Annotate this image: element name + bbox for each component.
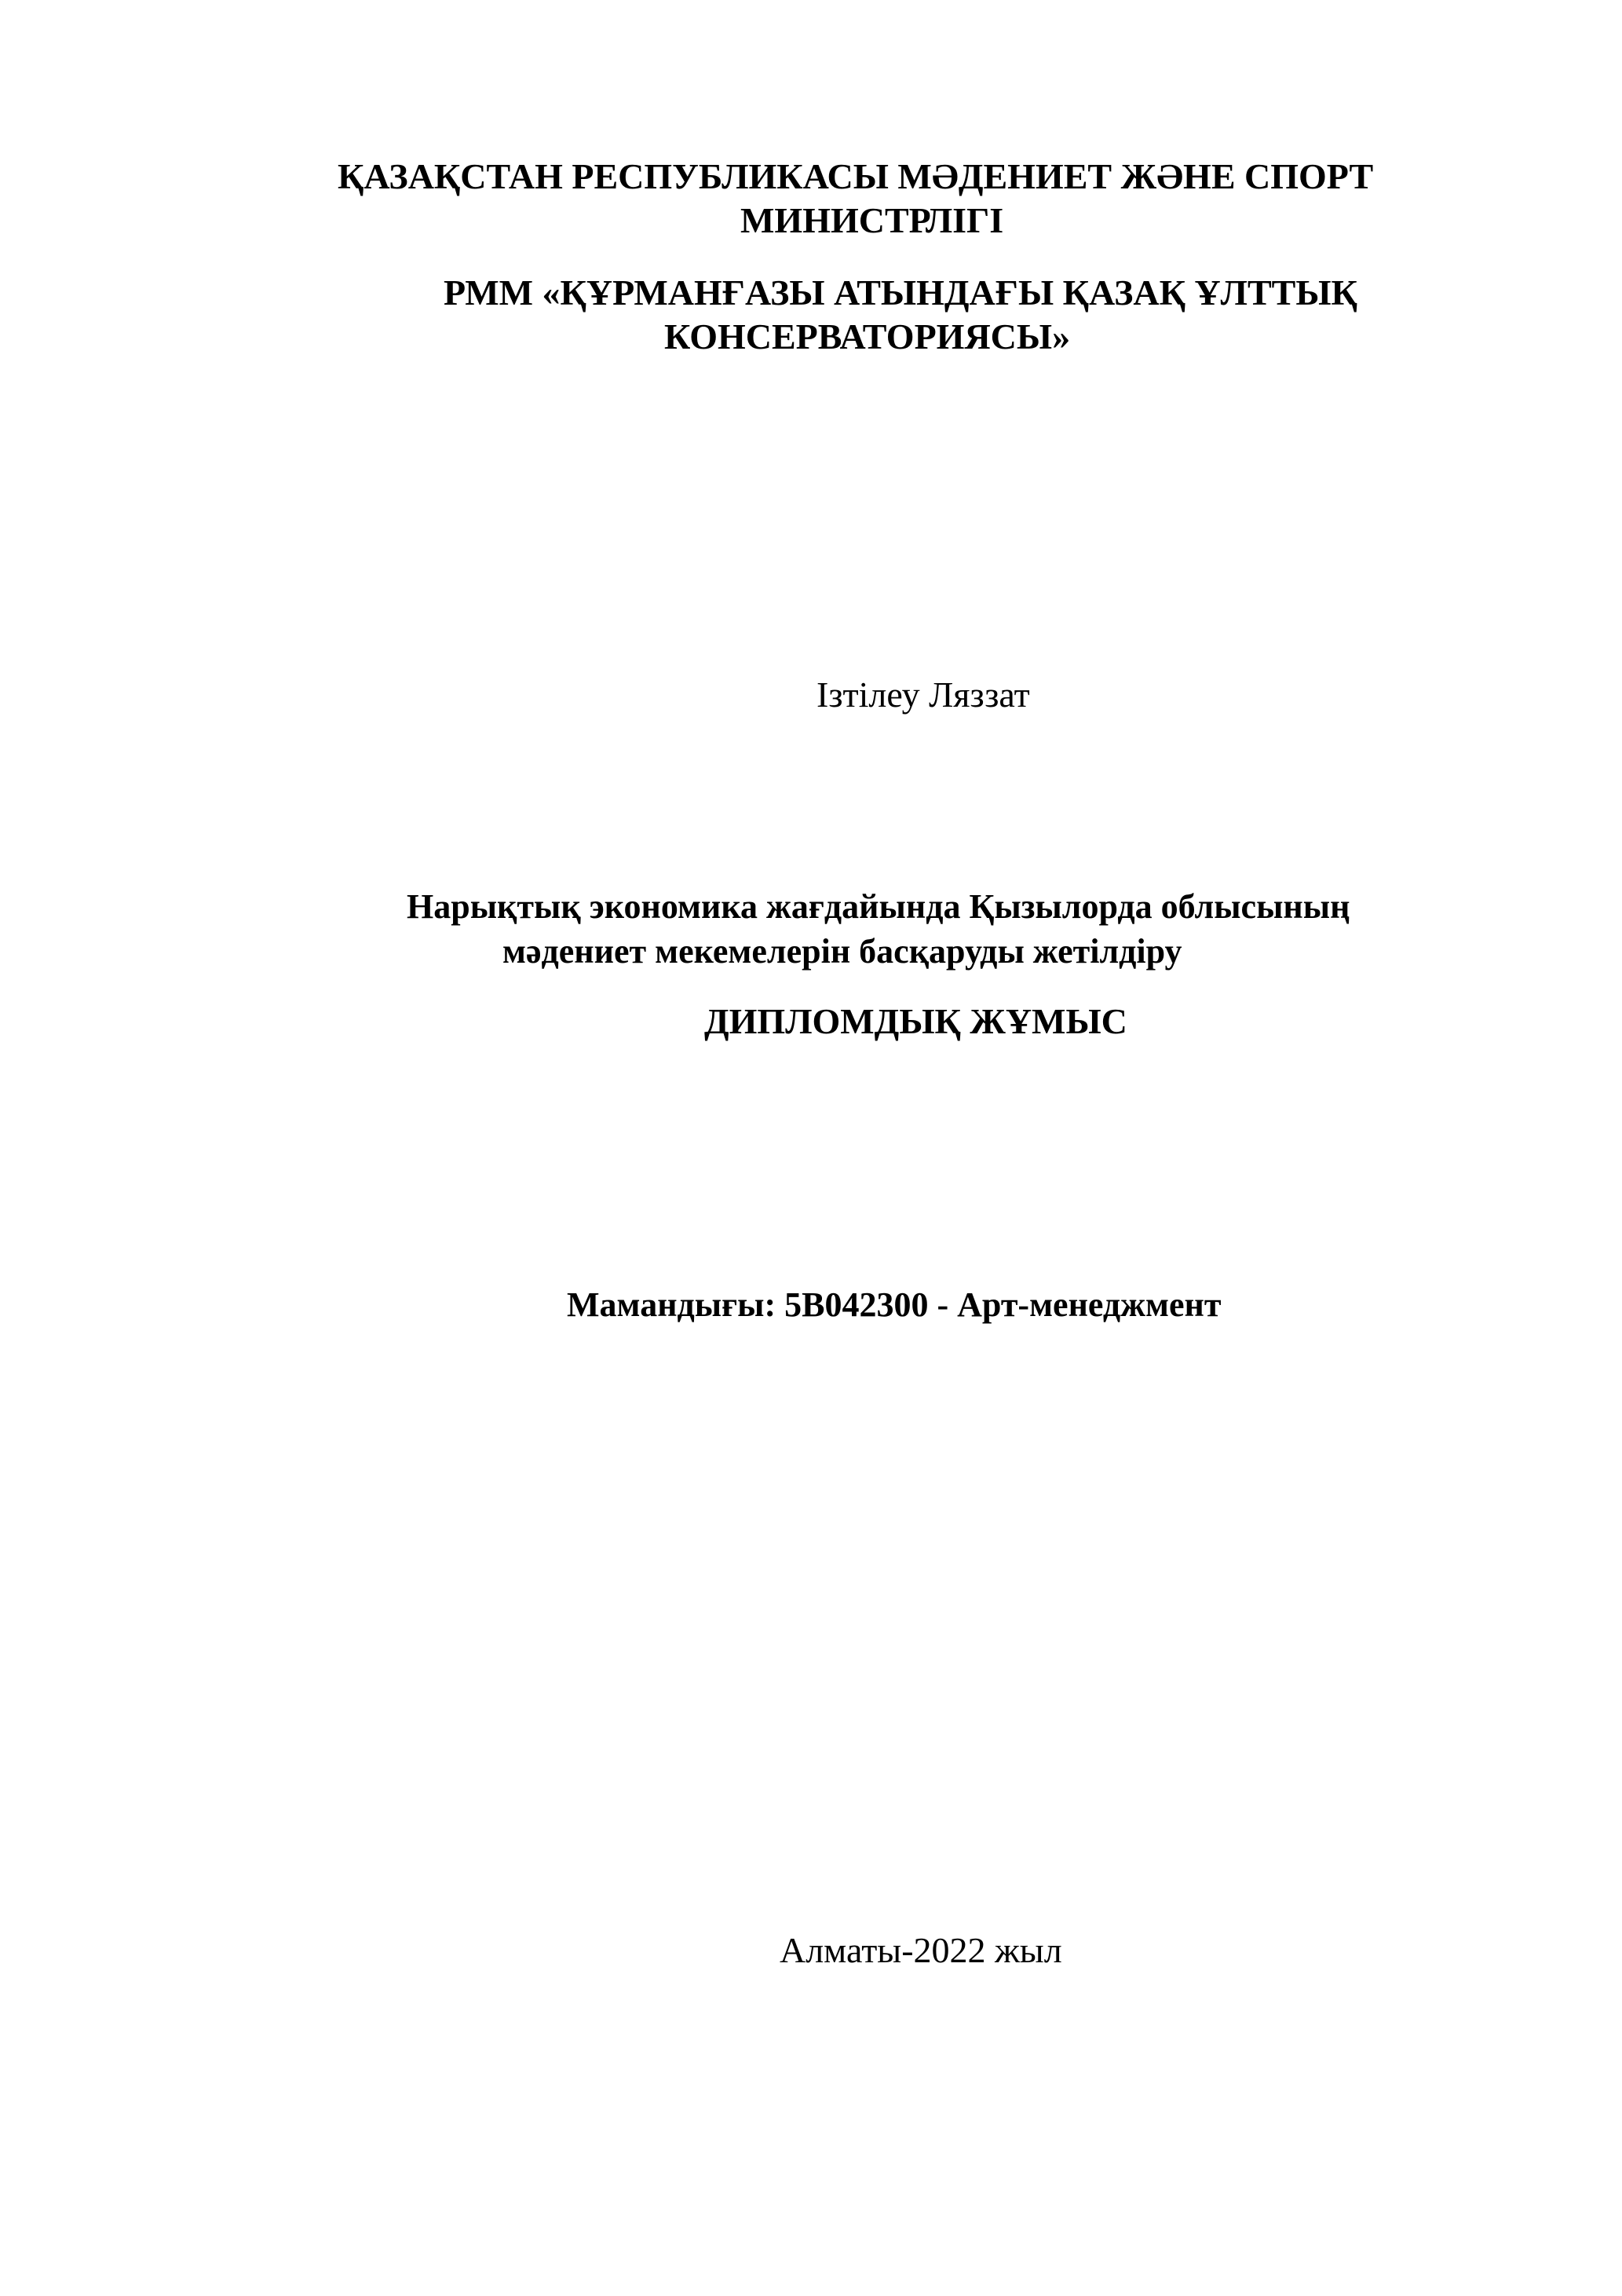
thesis-title-line-1: Нарықтық экономика жағдайында Қызылорда облысының bbox=[407, 887, 1350, 926]
institution-line-1: РММ «ҚҰРМАНҒАЗЫ АТЫНДАҒЫ ҚАЗАҚ ҰЛТТЫҚ bbox=[444, 272, 1357, 313]
author-name: Ізтілеу Ляззат bbox=[816, 675, 1030, 715]
ministry-line-2: МИНИСТРЛІГІ bbox=[740, 200, 1004, 240]
ministry-line-1: ҚАЗАҚСТАН РЕСПУБЛИКАСЫ МӘДЕНИЕТ ЖӘНЕ СПОРТ bbox=[338, 156, 1374, 196]
place-year: Алматы-2022 жыл bbox=[780, 1930, 1062, 1970]
thesis-type: ДИПЛОМДЫҚ ЖҰМЫС bbox=[704, 1001, 1127, 1041]
thesis-title-line-2: мәдениет мекемелерін басқаруды жетілдіру bbox=[502, 932, 1182, 971]
institution-line-2: КОНСЕРВАТОРИЯСЫ» bbox=[664, 316, 1071, 356]
specialty: Мамандығы: 5В042300 - Арт-менеджмент bbox=[567, 1285, 1222, 1324]
